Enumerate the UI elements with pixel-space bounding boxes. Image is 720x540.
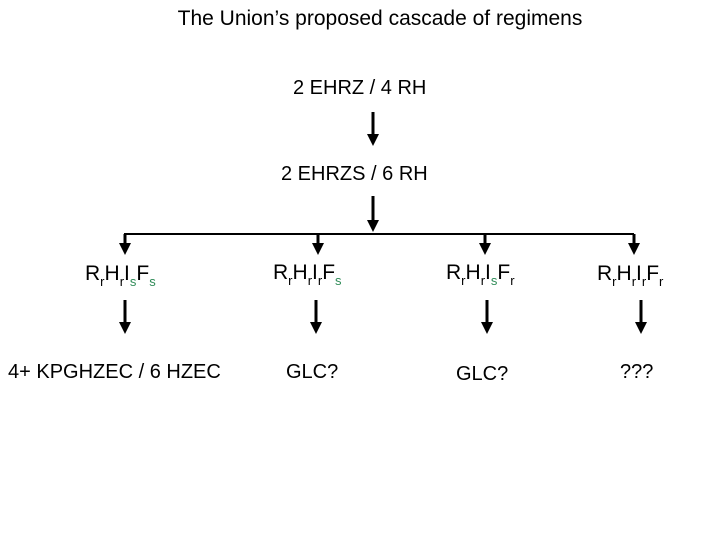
- susceptible-subscript: s: [335, 273, 342, 288]
- susceptible-subscript: s: [149, 274, 156, 289]
- drug-letter: H: [292, 261, 308, 284]
- resistant-subscript: r: [100, 274, 105, 289]
- first-regimen-box: 2 EHRZ / 4 RH: [293, 77, 427, 99]
- resistant-subscript: r: [480, 273, 486, 288]
- resistant-subscript: r: [461, 273, 466, 288]
- drug-letter: H: [104, 262, 120, 285]
- outcome-regimen-2: GLC?: [286, 361, 339, 383]
- drug-letter: F: [136, 262, 150, 285]
- drug-letter: R: [273, 261, 289, 284]
- outcome-regimen-4: ???: [620, 361, 654, 383]
- resistant-subscript: r: [119, 274, 125, 289]
- resistant-subscript: r: [317, 273, 323, 288]
- susceptible-subscript: s: [490, 273, 498, 288]
- resistant-subscript: r: [612, 274, 617, 289]
- drug-letter: I: [312, 261, 318, 284]
- drug-letter: H: [616, 262, 632, 285]
- drug-letter: F: [497, 261, 511, 284]
- resistant-subscript: r: [641, 274, 647, 289]
- drug-letter: I: [124, 262, 130, 285]
- diagram-title: The Union’s proposed cascade of regimens: [177, 7, 583, 30]
- resistant-subscript: r: [510, 273, 515, 288]
- drug-letter: R: [446, 261, 462, 284]
- drug-letter: R: [597, 262, 613, 285]
- susceptible-subscript: s: [129, 274, 137, 289]
- drug-letter: R: [85, 262, 101, 285]
- outcome-regimen-3: GLC?: [456, 363, 509, 385]
- outcome-regimen-1: 4+ KPGHZEC / 6 HZEC: [8, 361, 221, 383]
- drug-letter: I: [636, 262, 642, 285]
- drug-letter: F: [646, 262, 660, 285]
- drug-letter: I: [485, 261, 491, 284]
- drug-letter: H: [465, 261, 481, 284]
- drug-letter: F: [322, 261, 336, 284]
- resistant-subscript: r: [659, 274, 664, 289]
- resistant-subscript: r: [631, 274, 637, 289]
- second-regimen-box: 2 EHRZS / 6 RH: [281, 163, 428, 185]
- resistant-subscript: r: [307, 273, 313, 288]
- resistant-subscript: r: [288, 273, 293, 288]
